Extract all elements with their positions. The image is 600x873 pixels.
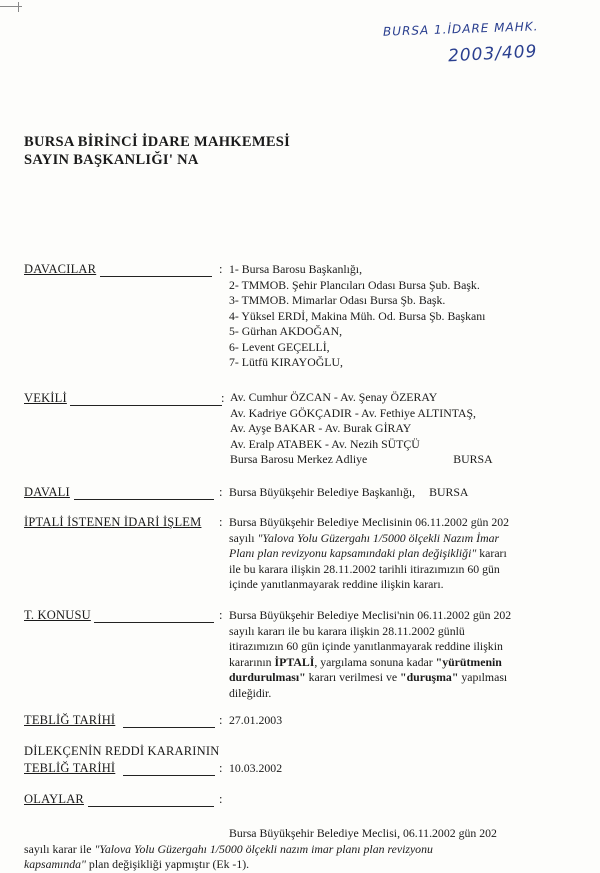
label-underline	[70, 405, 222, 406]
defendant-name: Bursa Büyükşehir Belediye Başkanlığı,	[229, 485, 416, 499]
colon: :	[221, 391, 225, 405]
text-line: dileğidir.	[229, 685, 272, 700]
text-line	[229, 655, 511, 671]
address-line: SAYIN BAŞKANLIĞI' NA	[24, 152, 199, 168]
plaintiffs-label: DAVACILAR	[24, 262, 97, 276]
attorney-line-4: Av. Eralp ATABEK - Av. Nezih SÜTÇÜ	[230, 436, 420, 451]
bold-span: "yürütmenin	[435, 654, 502, 669]
text-line: sayılı kararı ile bu karara ilişkin 28.11.2002 günlü	[229, 623, 465, 638]
defendant-label: DAVALI	[24, 485, 70, 499]
text-span: sayılı	[229, 530, 258, 545]
plaintiff-6: 6- Levent GEÇELLİ,	[229, 339, 330, 354]
label-underline	[100, 276, 212, 277]
text-line: içinde yanıtlanmayarak reddine ilişkin kararı.	[229, 577, 444, 591]
rejection-notification-value: 10.03.2002	[229, 761, 283, 775]
text-line: ile bu karara ilişkin 28.11.2002 tarihli itirazımızın 60 gün	[229, 561, 500, 576]
colon: :	[219, 608, 223, 622]
colon: :	[219, 792, 223, 806]
handwritten-case-number: 2003/409	[447, 41, 538, 67]
label-underline	[94, 622, 214, 623]
colon: :	[219, 515, 223, 529]
handwritten-court-note: BURSA 1.İDARE MAHK.	[382, 19, 539, 39]
text-span: plan değişikliği yapmıştır (Ek -1).	[85, 857, 250, 871]
text-line: Bursa Büyükşehir Belediye Meclisinin 06.11.2002 gün 202	[229, 515, 510, 529]
attorney-line-2: Av. Kadriye GÖKÇADIR - Av. Fethiye ALTINTAŞ,	[230, 405, 476, 420]
text-span: , yargılama sonuna kadar	[314, 654, 436, 669]
label-underline	[74, 499, 214, 500]
text-line	[229, 670, 511, 686]
text-span: kararı verilmesi ve	[305, 670, 401, 684]
italic-span: kapsamında"	[24, 857, 86, 871]
rejection-decision-heading: DİLEKÇENİN REDDİ KARARININ	[24, 744, 220, 758]
colon: :	[219, 262, 223, 276]
events-label: OLAYLAR	[24, 792, 84, 806]
label-underline	[88, 806, 214, 807]
rejection-notification-label: TEBLİĞ TARİHİ	[24, 761, 116, 775]
defendant-text	[229, 485, 468, 501]
attorney-line-1: Av. Cumhur ÖZCAN - Av. Şenay ÖZERAY	[230, 390, 438, 404]
events-paragraph-line-1: Bursa Büyükşehir Belediye Meclisi, 06.11.2002 gün 202	[229, 826, 497, 840]
italic-span: "Yalova Yolu Güzergahı 1/5000 ölçekli nazım imar planı plan revizyonu	[94, 842, 433, 856]
court-title: BURSA BİRİNCİ İDARE MAHKEMESİ	[24, 134, 291, 150]
plaintiff-7: 7- Lütfü KIRAYOĞLU,	[229, 355, 343, 369]
text-line: Bursa Büyükşehir Belediye Meclisi'nin 06.11.2002 gün 202	[229, 608, 512, 622]
colon: :	[219, 713, 223, 727]
defendant-city: BURSA	[429, 485, 469, 499]
plaintiff-2: 2- TMMOB. Şehir Plancıları Odası Bursa Şub. Başk.	[229, 277, 480, 292]
italic-span: Planı plan revizyonu kapsamındaki plan değişikliği"	[229, 546, 477, 560]
colon: :	[219, 485, 223, 499]
text-line: itirazımızın 60 gün içinde yanıtlanmayarak reddine ilişkin	[229, 639, 503, 653]
bold-span: İPTALİ	[274, 654, 315, 669]
attorney-line-3: Av. Ayşe BAKAR - Av. Burak GİRAY	[230, 421, 412, 435]
plaintiffs-list	[229, 262, 485, 371]
text-span: kararı	[476, 546, 507, 560]
bold-span: "duruşma"	[400, 670, 459, 684]
colon: :	[219, 761, 223, 775]
plaintiff-1: 1- Bursa Barosu Başkanlığı,	[229, 262, 363, 276]
notification-date-value: 27.01.2003	[229, 713, 283, 727]
page-corner-mark-vertical	[18, 2, 19, 12]
text-span: kararının	[229, 654, 275, 669]
plaintiff-5: 5- Gürhan AKDOĞAN,	[229, 324, 343, 338]
plaintiff-3: 3- TMMOB. Mimarlar Odası Bursa Şb. Başk.	[229, 293, 446, 307]
subject-label: T. KONUSU	[24, 608, 91, 622]
attorney-address	[230, 452, 493, 468]
address-text: Bursa Barosu Merkez Adliye	[230, 452, 368, 466]
text-line	[229, 531, 509, 547]
label-underline	[123, 727, 215, 728]
text-line	[229, 546, 509, 562]
label-underline	[123, 775, 215, 776]
text-span: sayılı karar ile	[24, 842, 95, 856]
address-city: BURSA	[453, 452, 493, 466]
subject-text	[229, 608, 511, 701]
events-paragraph-line-3	[24, 857, 249, 873]
attorneys-list	[230, 390, 493, 468]
annulment-action-label: İPTALİ İSTENEN İDARİ İŞLEM	[24, 515, 202, 529]
plaintiff-4: 4- Yüksel ERDİ, Makina Müh. Od. Bursa Şb. Başkanı	[229, 308, 486, 323]
italic-span: "Yalova Yolu Güzergahı 1/5000 ölçekli Nazım İmar	[257, 530, 500, 545]
text-span: yapılması	[458, 670, 508, 684]
attorneys-label: VEKİLİ	[24, 391, 67, 405]
notification-date-label: TEBLİĞ TARİHİ	[24, 713, 116, 727]
bold-span: durdurulması"	[229, 670, 306, 684]
annulment-action-text	[229, 515, 509, 593]
events-paragraph-line-2	[24, 842, 433, 858]
